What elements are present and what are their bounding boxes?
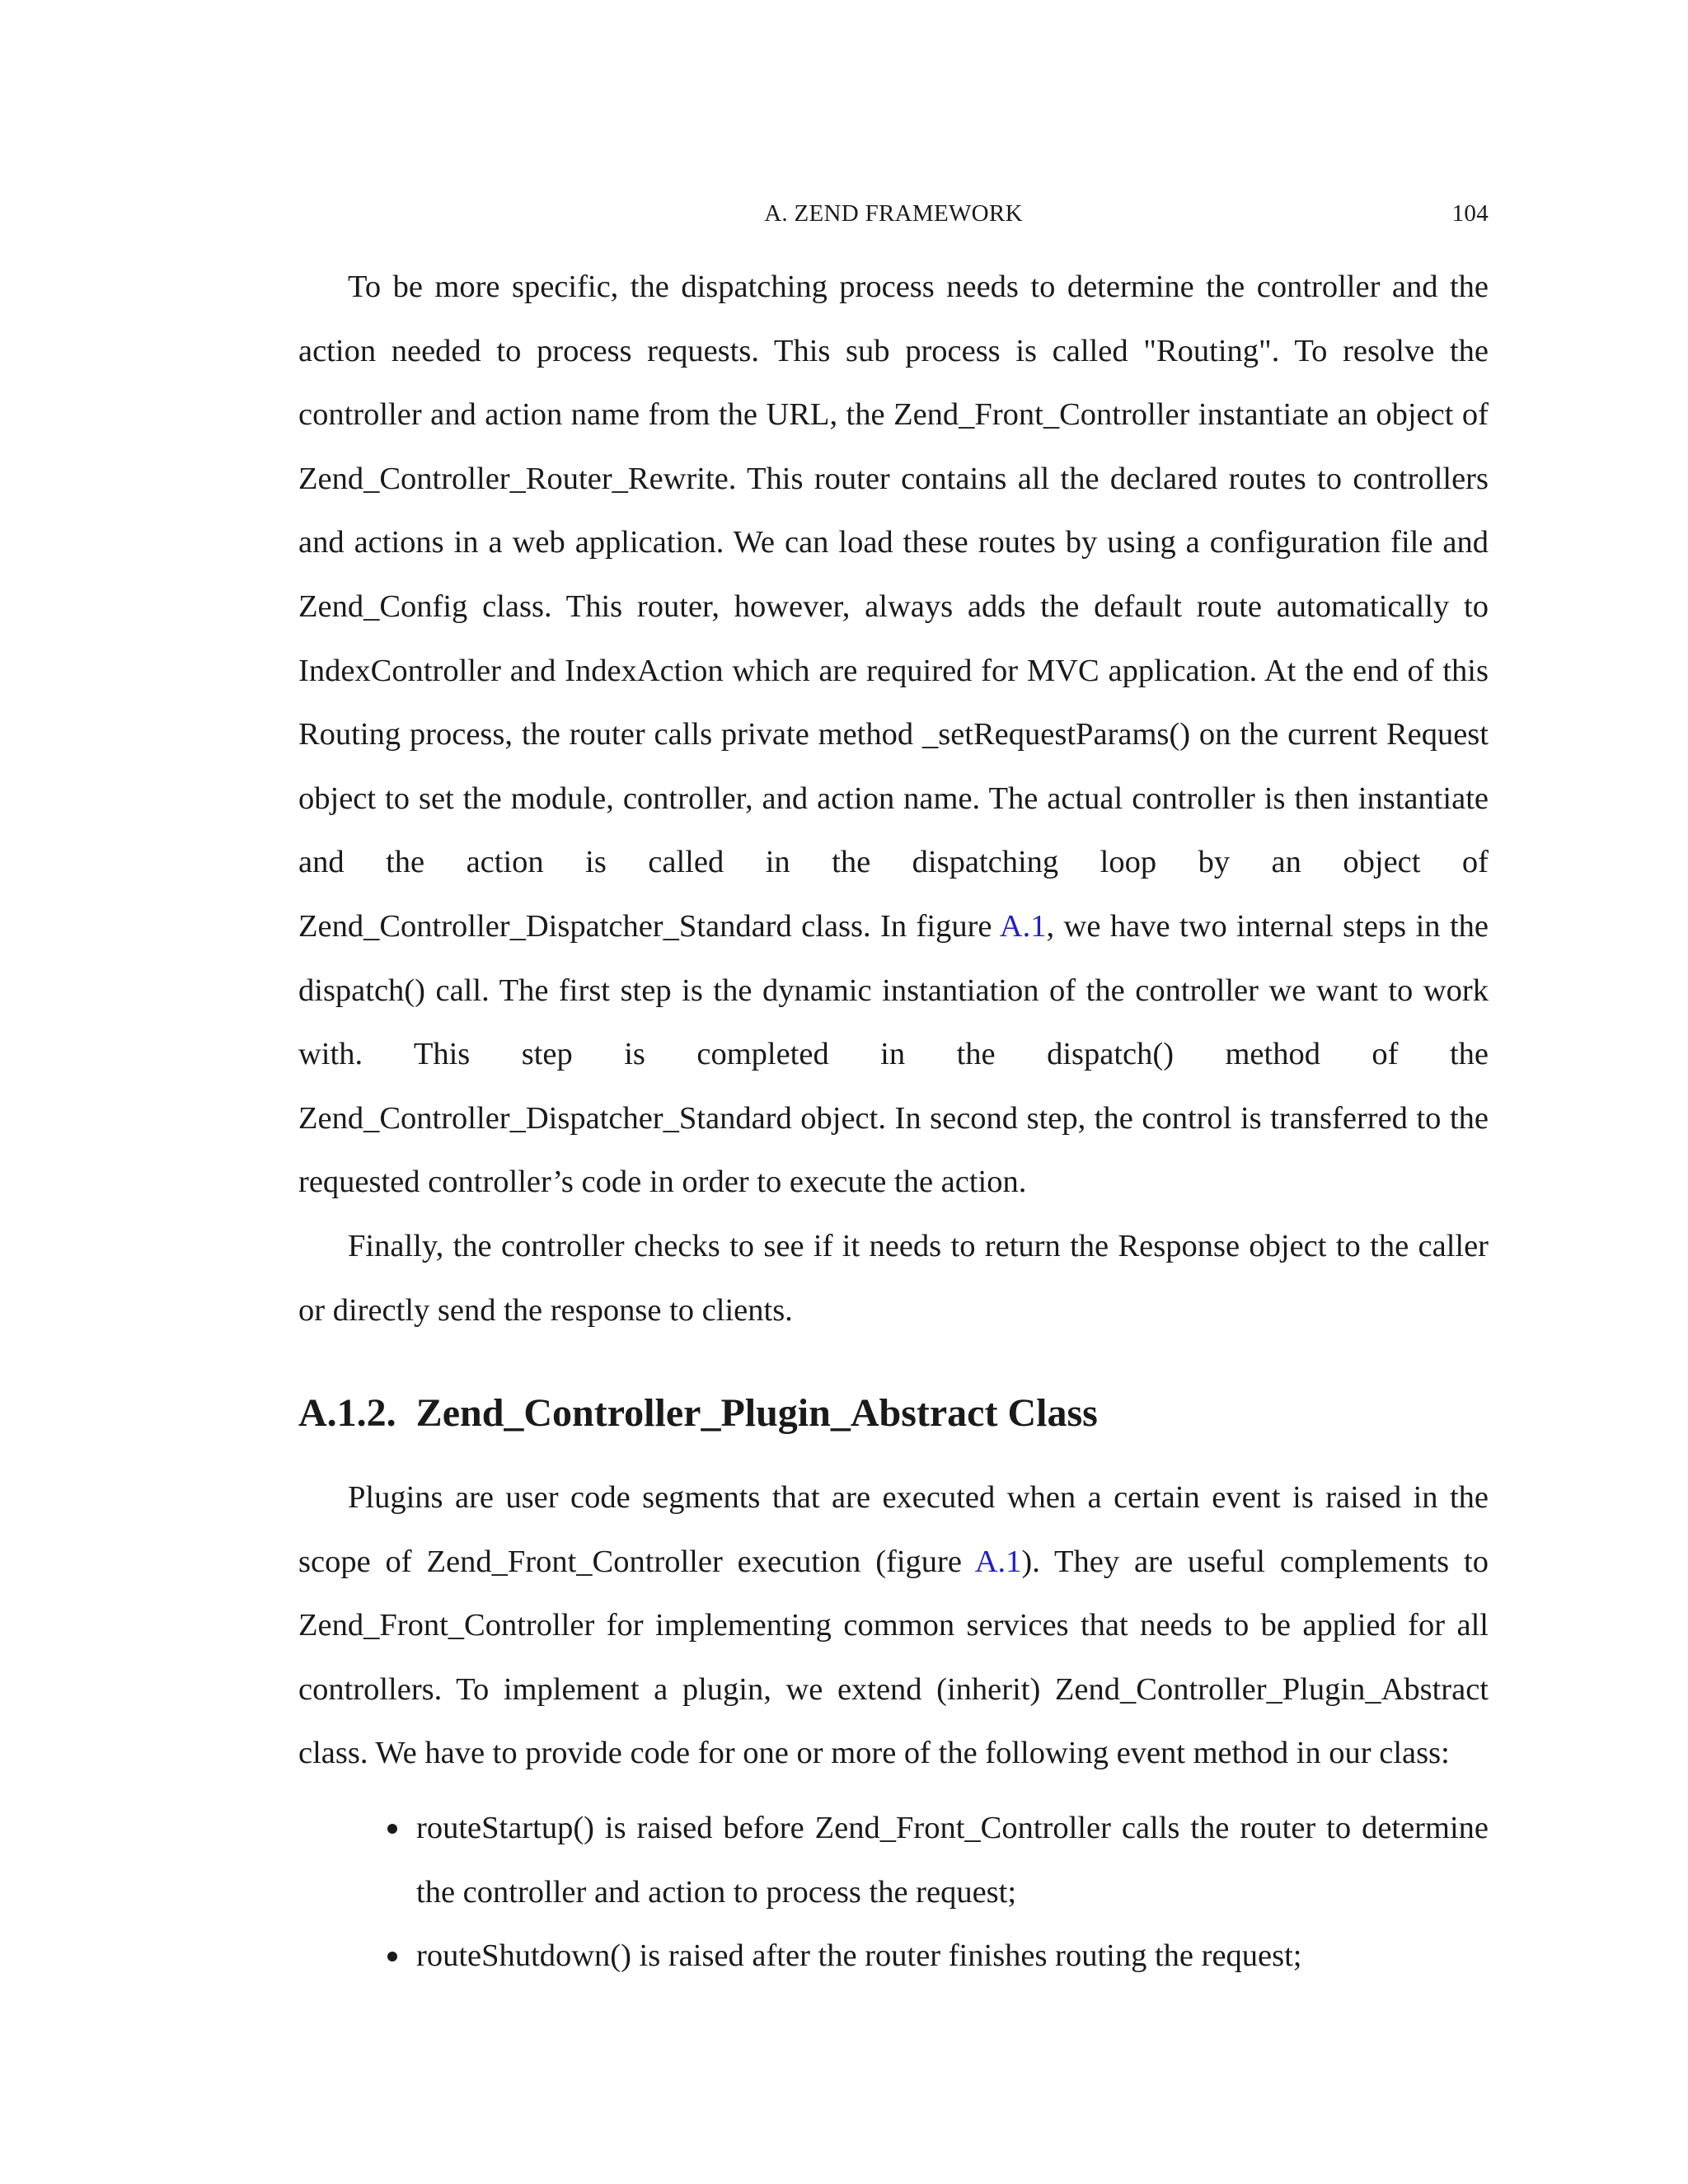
- list-item-text: routeShutdown() is raised after the router finishes routing the request;: [416, 1938, 1302, 1974]
- paragraph-text: Plugins are user code segments that are executed when a certain event is raised in the scope of Zend_Front_Controller execution (figure: [298, 1480, 1489, 1579]
- paragraph-text: , we have two internal steps in the dispatch() call. The first step is the dynamic instantiation of the controller we want to work with. This step is completed in the dispatch() method of the Zend_Controller_Dispatcher_Standard object. In second step, the control is transferred to the requested controller’s code in order to execute the action.: [298, 908, 1489, 1200]
- paragraph-response: Finally, the controller checks to see if it needs to return the Response object to the caller or directly send the response to clients.: [298, 1228, 1489, 1328]
- section-heading: [298, 1385, 1489, 1442]
- body-text: [298, 255, 1489, 1343]
- list-item: [298, 1797, 1489, 1924]
- paragraph-text: To be more specific, the dispatching process needs to determine the controller and the action needed to process requests. This sub process is called "Routing". To resolve the controller and action name from the URL, the Zend_Front_Controller instantiate an object of Zend_Controller_Router_Rewrite. This router contains all the declared routes to controllers and actions in a web application. We can load these routes by using a configuration file and Zend_Config class. This router, however, always adds the default route automatically to IndexController and IndexAction which are required for MVC application. At the end of this Routing process, the router calls private method _setRequestParams() on the current Request object to set the module, controller, and action name. The actual controller is then instantiate and the action is called in the dispatching loop by an object of Zend_Controller_Dispatcher_Standard class. In figure: [298, 269, 1489, 944]
- figure-ref-link[interactable]: A.1: [974, 1544, 1022, 1579]
- chapter-title: A. ZEND FRAMEWORK: [764, 200, 1023, 227]
- bullet-icon: [387, 1824, 397, 1834]
- paragraph-routing: [298, 255, 1489, 1215]
- list-item: [298, 1924, 1489, 1989]
- page-number: 104: [1451, 200, 1489, 227]
- section-number: A.1.2.: [298, 1391, 396, 1435]
- section-title: Zend_Controller_Plugin_Abstract Class: [415, 1391, 1098, 1435]
- bullet-icon: [387, 1952, 397, 1961]
- section-body: [298, 1466, 1489, 1786]
- event-method-list: [298, 1797, 1489, 1989]
- running-header: [298, 200, 1489, 233]
- figure-ref-link[interactable]: A.1: [999, 908, 1047, 944]
- paragraph-text: ). They are useful complements to Zend_Front_Controller for implementing common services that needs to be applied for all controllers. To implement a plugin, we extend (inherit) Zend_Controller_Plugin_Abstract class. We have to provide code for one or more of the following event method in our class:: [298, 1544, 1489, 1771]
- list-item-text: routeStartup() is raised before Zend_Front_Controller calls the router to determine the controller and action to process the request;: [416, 1811, 1489, 1910]
- paragraph-plugins: [298, 1466, 1489, 1786]
